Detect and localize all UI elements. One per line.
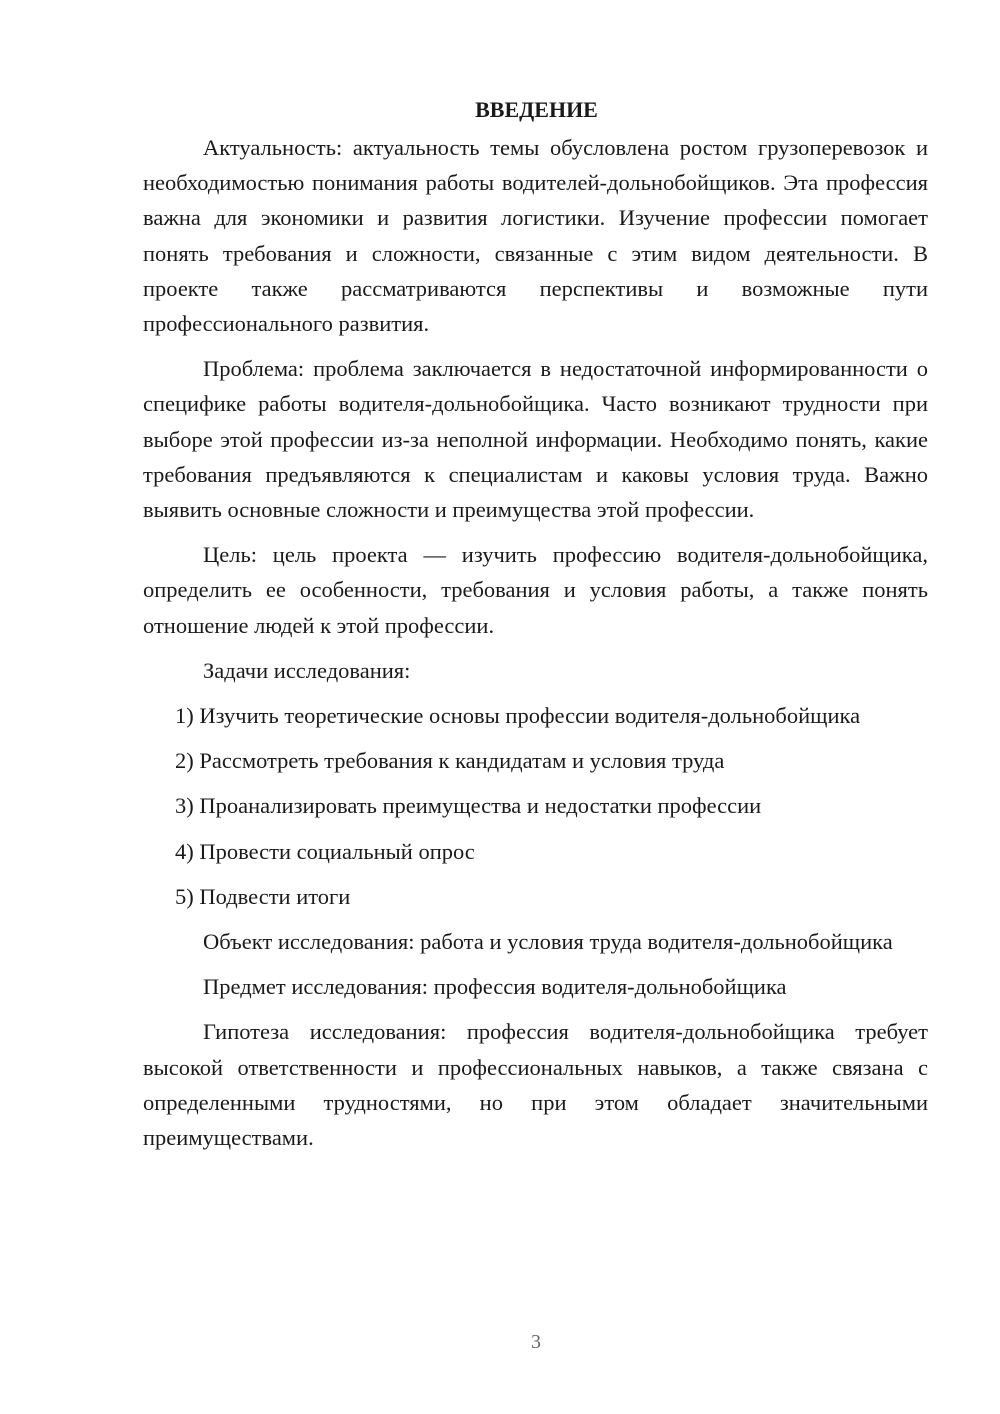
problem-paragraph: Проблема: проблема заключается в недостаточной информированности о специфике работы водителя-дольнобойщика. Часто возникают трудности при выборе этой профессии из-за неполной информации. Необходимо понять, какие требования предъявляются к специалистам и каковы условия труда. Важно выявить основные сложности и преимущества этой профессии. <box>143 356 928 523</box>
goal-paragraph: Цель: цель проекта — изучить профессию водителя-дольнобойщика, определить ее особенности, требования и условия работы, а также понять отношение людей к этой профессии. <box>143 542 928 638</box>
task-item-3: 3) Проанализировать преимущества и недостатки профессии <box>175 793 762 819</box>
task-item-4: 4) Провести социальный опрос <box>175 838 475 864</box>
relevance-paragraph: Актуальность: актуальность темы обусловлена ростом грузоперевозок и необходимостью понимания работы водителей-дольнобойщиков. Эта профессия важна для экономики и развития логистики. Изучение профессии помогает понять требования и сложности, связанные с этим видом деятельности. В проекте также рассматриваются перспективы и возможные пути профессионального развития. <box>143 135 928 337</box>
document-page <box>143 92 928 1165</box>
tasks-heading: Задачи исследования: <box>203 657 411 683</box>
task-item-2: 2) Рассмотреть требования к кандидатам и условия труда <box>175 748 725 774</box>
hypothesis-paragraph: Гипотеза исследования: профессия водителя-дольнобойщика требует высокой ответственности и профессиональных навыков, а также связана с определенными трудностями, но при этом обладает значительными преимуществами. <box>143 1019 928 1151</box>
subject-paragraph: Предмет исследования: профессия водителя-дольнобойщика <box>203 974 787 1000</box>
task-item-1: 1) Изучить теоретические основы профессии водителя-дольнобойщика <box>175 703 861 729</box>
object-paragraph: Объект исследования: работа и условия труда водителя-дольнобойщика <box>203 929 893 955</box>
section-heading: ВВЕДЕНИЕ <box>475 97 598 122</box>
task-item-5: 5) Подвести итоги <box>175 883 351 909</box>
page-number: 3 <box>531 1331 541 1353</box>
